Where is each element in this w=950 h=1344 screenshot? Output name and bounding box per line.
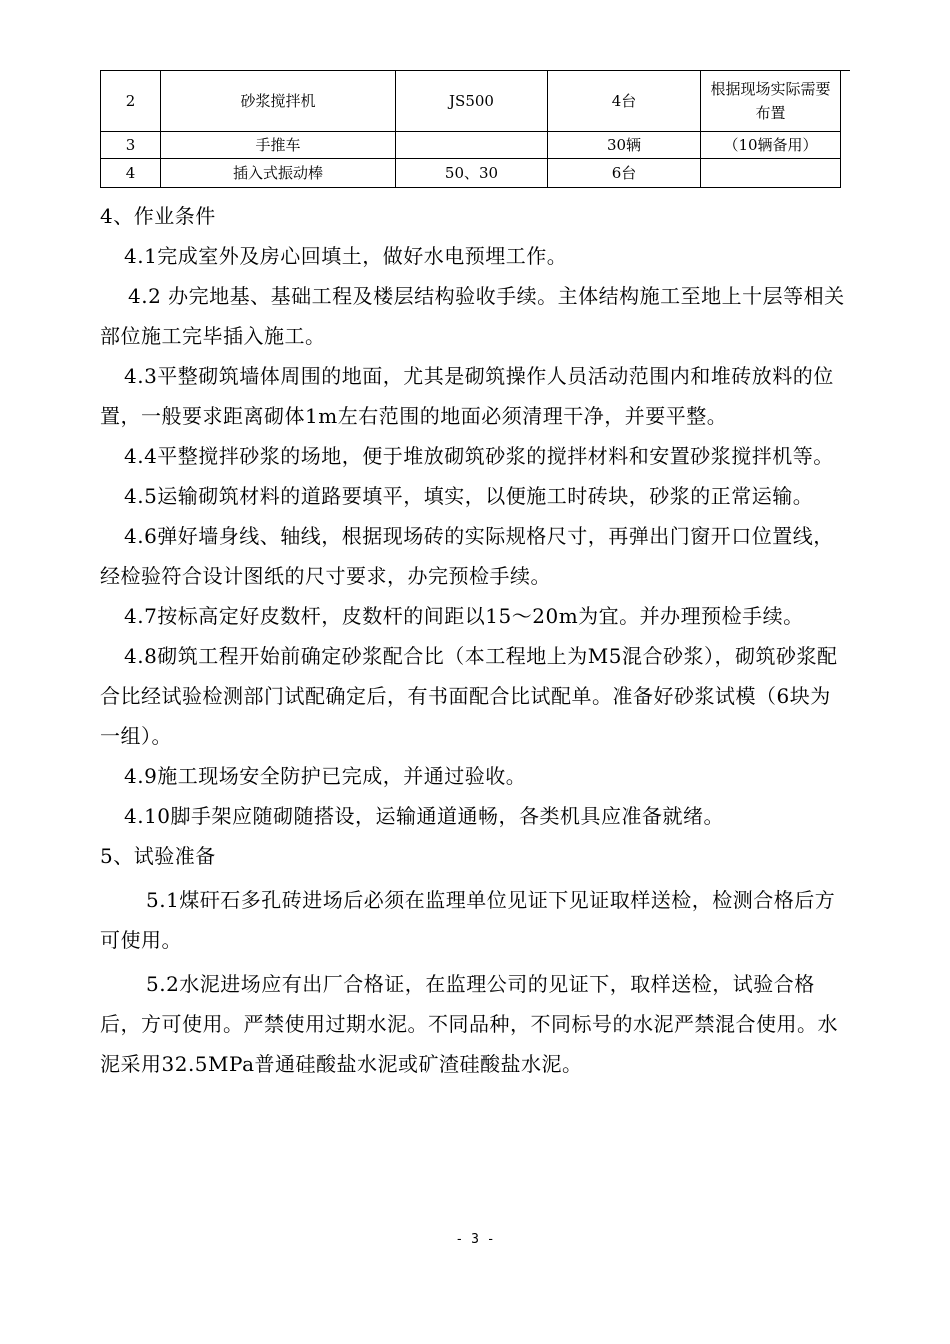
paragraph-4-7: 4.7按标高定好皮数杆，皮数杆的间距以15～20m为宜。并办理预检手续。 <box>124 604 804 628</box>
cell-model: JS500 <box>396 71 548 132</box>
paragraph-4-1: 4.1完成室外及房心回填土，做好水电预埋工作。 <box>124 244 568 268</box>
table-row <box>101 159 841 188</box>
cell-no: 3 <box>101 132 161 159</box>
paragraph-4-6: 4.6弹好墙身线、轴线，根据现场砖的实际规格尺寸，再弹出门窗开口位置线，经检验符合设计图纸的尺寸要求，办完预检手续。 <box>100 524 834 588</box>
cell-model: 50、30 <box>396 159 548 188</box>
document-body <box>100 196 850 1084</box>
cell-name: 手推车 <box>161 132 396 159</box>
paragraph-4-10: 4.10脚手架应随砌随搭设，运输通道通畅，各类机具应准备就绪。 <box>124 804 725 828</box>
section-heading-5: 5、试验准备 <box>100 844 216 868</box>
paragraph-5-1: 5.1煤矸石多孔砖进场后必须在监理单位见证下见证取样送检，检测合格后方可使用。 <box>100 888 836 952</box>
paragraph-4-4: 4.4平整搅拌砂浆的场地，便于堆放砌筑砂浆的搅拌材料和安置砂浆搅拌机等。 <box>124 444 834 468</box>
cell-name: 插入式振动棒 <box>161 159 396 188</box>
cell-note: （10辆备用） <box>701 132 841 159</box>
paragraph-4-3: 4.3平整砌筑墙体周围的地面，尤其是砌筑操作人员活动范围内和堆砖放料的位置，一般要求距离砌体1m左右范围的地面必须清理干净，并要平整。 <box>100 364 834 428</box>
paragraph-4-2: 4.2 办完地基、基础工程及楼层结构验收手续。主体结构施工至地上十层等相关部位施工完毕插入施工。 <box>100 284 845 348</box>
paragraph-4-8: 4.8砌筑工程开始前确定砂浆配合比（本工程地上为M5混合砂浆），砌筑砂浆配合比经试验检测部门试配确定后，有书面配合比试配单。准备好砂浆试模（6块为一组）。 <box>100 644 838 748</box>
equipment-table <box>100 70 841 188</box>
cell-note: 根据现场实际需要布置 <box>701 71 841 132</box>
paragraph-4-9: 4.9施工现场安全防护已完成，并通过验收。 <box>124 764 527 788</box>
section-heading-4: 4、作业条件 <box>100 204 216 228</box>
paragraph-4-5: 4.5运输砌筑材料的道路要填平，填实，以便施工时砖块，砂浆的正常运输。 <box>124 484 814 508</box>
table-row <box>101 132 841 159</box>
cell-no: 2 <box>101 71 161 132</box>
page-number: - 3 - <box>455 1232 495 1247</box>
cell-qty: 4台 <box>548 71 701 132</box>
cell-model <box>396 132 548 159</box>
cell-qty: 30辆 <box>548 132 701 159</box>
table-row <box>101 71 841 132</box>
cell-note <box>701 159 841 188</box>
cell-no: 4 <box>101 159 161 188</box>
paragraph-5-2: 5.2水泥进场应有出厂合格证，在监理公司的见证下，取样送检，试验合格后，方可使用。严禁使用过期水泥。不同品种，不同标号的水泥严禁混合使用。水泥采用32.5MPa普通硅酸盐水泥或矿渣硅酸盐水泥。 <box>100 972 838 1076</box>
cell-name: 砂浆搅拌机 <box>161 71 396 132</box>
cell-qty: 6台 <box>548 159 701 188</box>
